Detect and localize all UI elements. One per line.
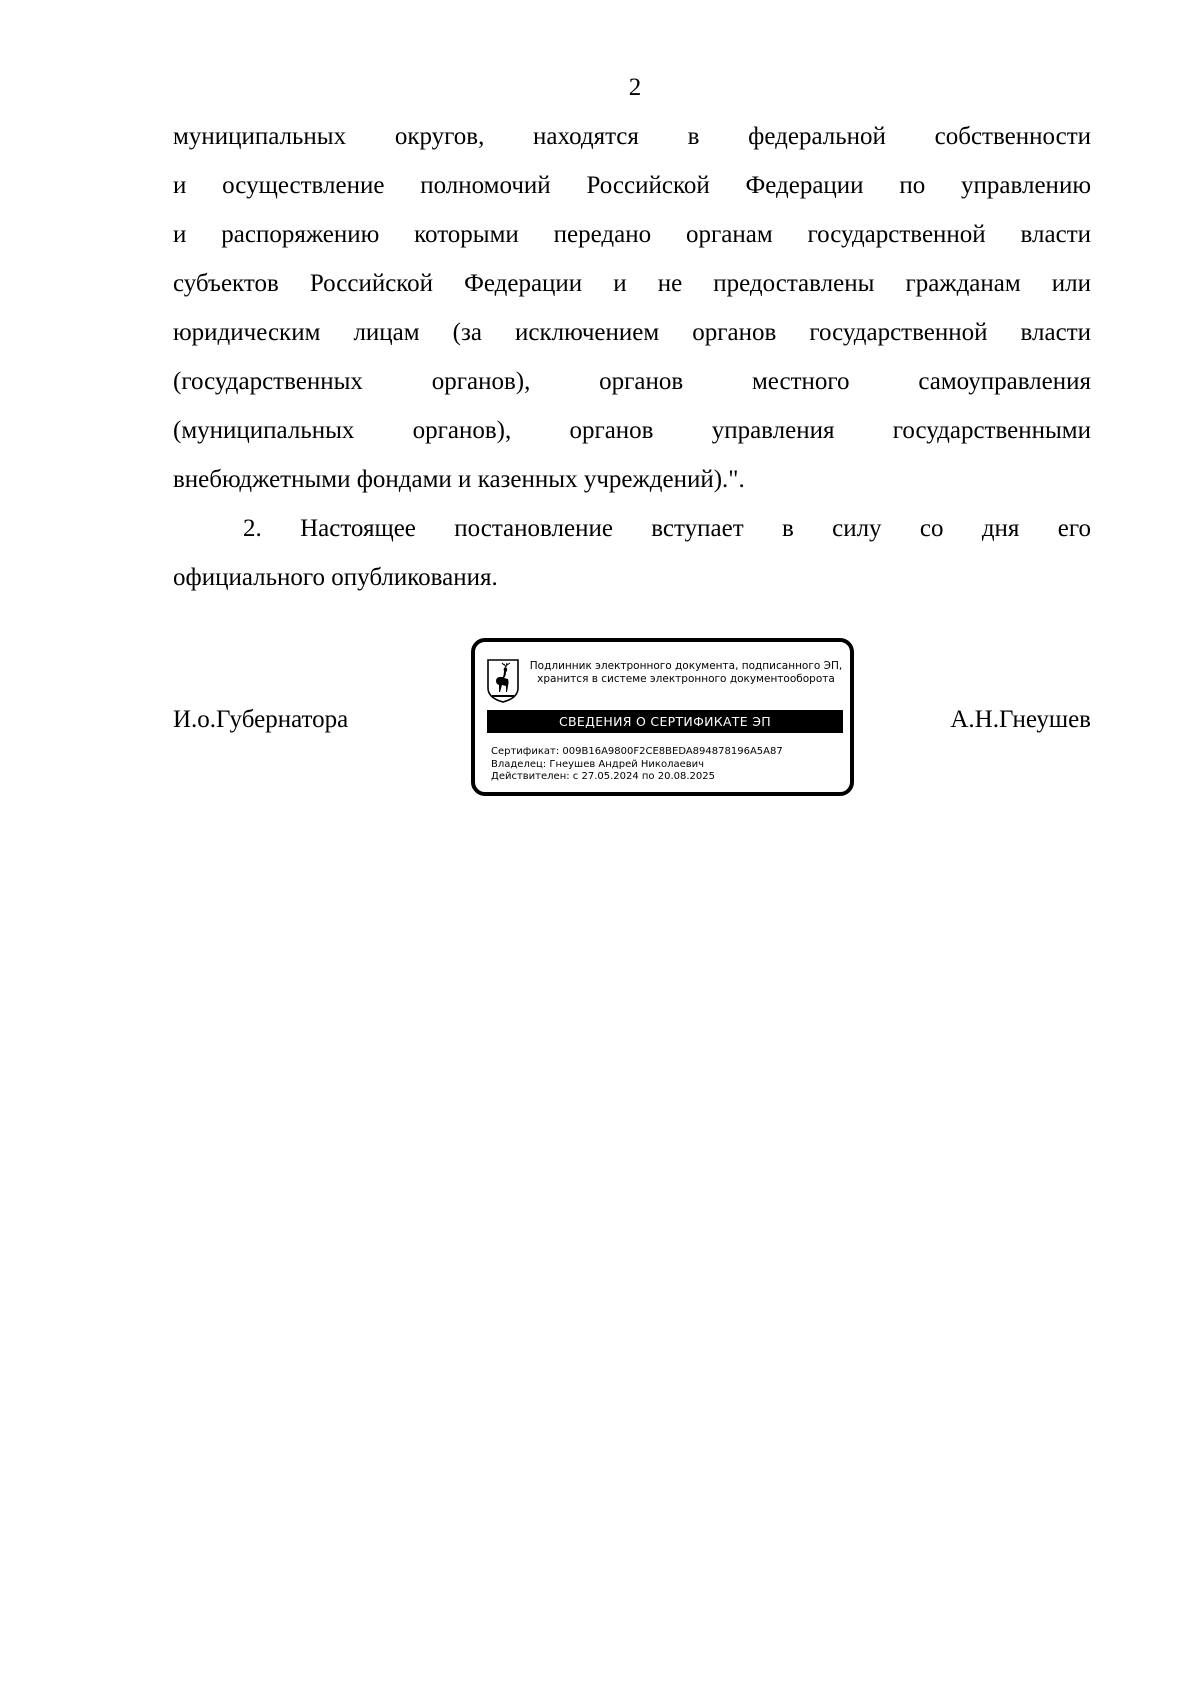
stamp-banner: СВЕДЕНИЯ О СЕРТИФИКАТЕ ЭП	[487, 710, 843, 733]
paragraph-line: официального опубликования.	[173, 564, 498, 591]
stamp-details	[491, 746, 783, 784]
deer-coat-of-arms-icon	[486, 658, 520, 704]
stamp-header-line: Подлинник электронного документа, подписанного ЭП,	[529, 660, 843, 672]
paragraph-line: и распоряжению которыми передано органам государственной власти	[173, 221, 1091, 248]
electronic-signature-stamp	[471, 638, 854, 796]
signatory-position: И.о.Губернатора	[173, 706, 349, 733]
certificate-validity: Действителен: с 27.05.2024 по 20.08.2025	[491, 771, 715, 782]
paragraph-line: (государственных органов), органов местного самоуправления	[173, 368, 1091, 395]
paragraph-line: 2. Настоящее постановление вступает в силу со дня его	[243, 515, 1091, 542]
page-number: 2	[628, 74, 642, 101]
paragraph-line: и осуществление полномочий Российской Федерации по управлению	[173, 172, 1091, 199]
stamp-header-line: хранится в системе электронного документооборота	[537, 673, 835, 685]
signatory-name: А.Н.Гнеушев	[950, 706, 1091, 733]
stamp-header	[525, 660, 847, 686]
paragraph-line: муниципальных округов, находятся в федеральной собственности	[173, 123, 1091, 150]
document-body	[173, 112, 1091, 602]
paragraph-line: юридическим лицам (за исключением органов государственной власти	[173, 319, 1091, 346]
paragraph-line: внебюджетными фондами и казенных учреждений).".	[173, 466, 745, 493]
paragraph-line: субъектов Российской Федерации и не предоставлены гражданам или	[173, 270, 1091, 297]
paragraph-line: (муниципальных органов), органов управления государственными	[173, 417, 1091, 444]
certificate-owner: Владелец: Гнеушев Андрей Николаевич	[491, 758, 705, 770]
certificate-number: Сертификат: 009B16A9800F2CE8BEDA894878196A5A87	[491, 746, 783, 757]
